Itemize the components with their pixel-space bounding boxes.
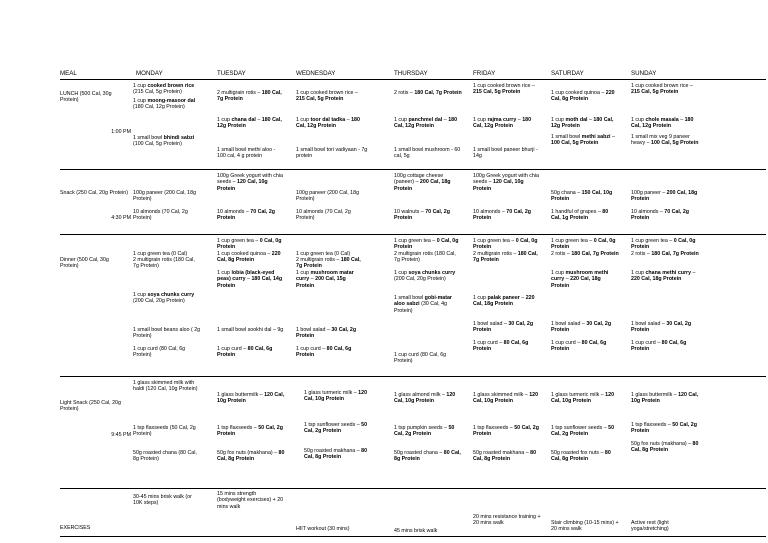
snack-tue-item: 100g Greek yogurt with chia seeds – 120 Cal, 10g Protein bbox=[217, 173, 283, 192]
dinner-wed-item: 1 cup green tea (0 Cal) bbox=[296, 251, 351, 257]
day-header-sunday: SUNDAY bbox=[631, 70, 657, 77]
snack-wed-item: 10 almonds (70 Cal, 2g Protein) bbox=[296, 209, 351, 222]
lunch-mon-item: 1 cup moong-masoor dal (180 Cal, 12g Protein) bbox=[133, 98, 196, 111]
light-snack-sat-item: 1 tsp sunflower seeds – 50 Cal, 2g Protein bbox=[551, 425, 615, 438]
snack-wed-item: 100g paneer (200 Cal, 18g Protein) bbox=[296, 190, 360, 203]
dinner-thu-item: 1 cup curd (80 Cal, 6g Protein) bbox=[394, 352, 447, 365]
lunch-wed-item: 1 small bowl tori vadiyaan - 7g protein bbox=[296, 147, 368, 160]
dinner-wed-item: 1 cup mushroom matar curry – 200 Cal, 15g Protein bbox=[296, 270, 354, 289]
lunch-tue-item: 2 multigrain rotis – 180 Cal, 7g Protein bbox=[217, 90, 282, 103]
exercise-mon: 30-45 mins brisk walk (or 10K steps) bbox=[133, 494, 192, 507]
light-snack-fri-item: 50g roasted makhana – 80 Cal, 8g Protein bbox=[473, 450, 537, 463]
lunch-wed-item: 1 cup cooked brown rice – 215 Cal, 5g Protein bbox=[296, 90, 358, 103]
dinner-mon-item: 1 small bowl beans aloo ( 2g Protein) bbox=[133, 327, 201, 340]
dinner-sun-item: 1 cup green tea – 0 Cal, 0g Protein bbox=[631, 238, 696, 251]
light-snack-thu-item: 1 tsp pumpkin seeds – 50 Cal, 2g Protein bbox=[394, 425, 455, 438]
light-snack-label: Light Snack (250 Cal, 20g Protein) bbox=[60, 400, 121, 413]
lunch-tue-item: 1 cup chana dal – 180 Cal, 12g Protein bbox=[217, 117, 282, 130]
light-snack-mon-item: 50g roasted chana (80 Cal, 8g Protein) bbox=[133, 450, 197, 463]
lunch-sat-item: 1 cup moth dal – 180 Cal, 12g Protein bbox=[551, 117, 614, 130]
dinner-wed-item: 1 cup curd – 80 Cal, 6g Protein bbox=[296, 346, 352, 359]
lunch-thu-item: 1 small bowl mushroom - 60 cal, 5g bbox=[394, 147, 461, 160]
meal-plan-table bbox=[60, 70, 766, 538]
dinner-mon-item: 1 cup curd (80 Cal, 6g Protein) bbox=[133, 346, 186, 359]
lunch-thu-item: 2 rotis – 180 Cal, 7g Protein bbox=[394, 90, 462, 96]
light-snack-time: 9:45 PM bbox=[111, 432, 131, 438]
dinner-sun-item: 1 cup curd – 80 Cal, 6g Protein bbox=[631, 340, 687, 353]
dinner-sat-item: 2 rotis – 180 Cal, 7g Protein bbox=[551, 251, 619, 257]
meal-column-header: MEAL bbox=[60, 70, 77, 77]
snack-sun-item: 10 almonds – 70 Cal, 2g Protein bbox=[631, 209, 690, 222]
snack-divider bbox=[60, 234, 766, 235]
dinner-sun-item: 2 rotis – 180 Cal, 7g Protein bbox=[631, 251, 699, 257]
lunch-sun-item: 1 small mix veg 9 paneer heavy – 100 Cal, 5g Protein bbox=[631, 134, 699, 147]
lunch-sun-item: 1 cup cooked brown rice – 215 Cal, 5g Protein bbox=[631, 83, 693, 96]
dinner-sat-item: 1 bowl salad – 30 Cal, 2g Protein bbox=[551, 321, 612, 334]
lunch-time: 1:00 PM bbox=[111, 129, 131, 135]
snack-thu-item: 100g cottage cheese (paneer) – 200 Cal, 18g Protein bbox=[394, 173, 451, 192]
lunch-tue-item: 1 small bowl methi aloo - 100 cal, 4 g protein bbox=[217, 147, 276, 160]
exercise-wed: HIIT workout (30 mins) bbox=[296, 526, 350, 532]
snack-mon-item: 100g paneer (200 Cal, 18g Protein) bbox=[133, 190, 197, 203]
day-header-wednesday: WEDNESDAY bbox=[296, 70, 336, 77]
light-snack-sun-item: 1 tsp flaxseeds – 50 Cal, 2g Protein bbox=[631, 422, 697, 435]
dinner-mon-item: 1 cup green tea (0 Cal) bbox=[133, 251, 188, 257]
snack-tue-item: 10 almonds – 70 Cal, 2g Protein bbox=[217, 209, 276, 222]
dinner-thu-item: 1 cup green tea – 0 Cal, 0g Protein bbox=[394, 238, 459, 251]
snack-fri-item: 10 almonds – 70 Cal, 2g Protein bbox=[473, 209, 532, 222]
dinner-fri-item: 1 cup palak paneer – 220 Cal, 18g Protein bbox=[473, 295, 535, 308]
dinner-label: Dinner (500 Cal, 30g Protein) bbox=[60, 257, 109, 270]
lunch-sat-item: 1 small bowl methi sabzi – 100 Cal, 5g Protein bbox=[551, 134, 615, 147]
snack-fri-item: 100g Greek yogurt with chia seeds – 120 Cal, 10g Protein bbox=[473, 173, 539, 192]
light-snack-sun-item: 50g fox nuts (makhana) – 80 Cal, 8g Protein bbox=[631, 441, 699, 454]
exercise-thu: 45 mins brisk walk bbox=[394, 528, 438, 534]
dinner-sat-item: 1 cup green tea – 0 Cal, 0g Protein bbox=[551, 238, 616, 251]
lunch-label: LUNCH (500 Cal, 30g Protein) bbox=[60, 91, 112, 104]
lunch-mon-item: 1 small bowl bhindi sabzi (100 Cal, 5g Protein) bbox=[133, 135, 195, 148]
dinner-fri-item: 1 cup curd – 80 Cal, 6g Protein bbox=[473, 340, 529, 353]
dinner-tue-item: 1 cup cooked quinoa – 220 Cal, 8g Protein bbox=[217, 251, 281, 264]
light-snack-mon-item: 1 tsp flaxseeds (50 Cal, 2g Protein) bbox=[133, 425, 196, 438]
light-snack-wed-item: 1 tsp sunflower seeds – 50 Cal, 2g Protein bbox=[304, 422, 368, 435]
dinner-mon-item: 2 multigrain rotis (180 Cal, 7g Protein) bbox=[133, 257, 195, 270]
exercises-label: EXERCISES bbox=[60, 525, 91, 531]
lunch-mon-item: 1 cup cooked brown rice (215 Cal, 5g Protein) bbox=[133, 83, 195, 96]
day-header-saturday: SATURDAY bbox=[551, 70, 584, 77]
exercise-sat: Stair climbing (10-15 mins) + 20 mins walk bbox=[551, 520, 619, 533]
light-snack-wed-item: 1 glass turmeric milk – 120 Cal, 10g Protein bbox=[304, 390, 368, 403]
dinner-thu-item: 2 multigrain rotis (180 Cal, 7g Protein) bbox=[394, 251, 456, 264]
dinner-thu-item: 1 small bowl gobi-matar aloo sabzi (30 Cal, 4g Protein) bbox=[394, 295, 452, 314]
snack-sat-item: 1 handful of grapes – 80 Cal, 1g Protein bbox=[551, 209, 609, 222]
light-snack-thu-item: 1 glass almond milk – 120 Cal, 10g Protein bbox=[394, 392, 456, 405]
light-snack-fri-item: 1 glass skimmed milk – 120 Cal, 10g Protein bbox=[473, 392, 539, 405]
light-snack-sat-item: 50g roasted fox nuts – 80 Cal, 8g Protein bbox=[551, 450, 611, 463]
lunch-sun-item: 1 cup chole masala – 180 Cal, 12g Protein bbox=[631, 117, 694, 130]
lunch-fri-item: 1 cup rajma curry – 180 Cal, 12g Protein bbox=[473, 117, 532, 130]
dinner-sat-item: 1 cup mushroom methi curry – 220 Cal, 18g Protein bbox=[551, 270, 609, 289]
light-snack-divider bbox=[60, 488, 766, 489]
snack-label: Snack (250 Cal, 20g Protein) bbox=[60, 190, 129, 196]
snack-sun-item: 100g paneer – 200 Cal, 18g Protein bbox=[631, 190, 698, 203]
table-bottom-rule bbox=[60, 536, 766, 537]
light-snack-tue-item: 1 tsp flaxseeds – 50 Cal, 2g Protein bbox=[217, 425, 283, 438]
day-header-friday: FRIDAY bbox=[473, 70, 496, 77]
lunch-sat-item: 1 cup cooked quinoa – 220 Cal, 8g Protein bbox=[551, 90, 615, 103]
snack-mon-item: 10 almonds (70 Cal, 2g Protein) bbox=[133, 209, 188, 222]
dinner-divider bbox=[60, 376, 766, 377]
lunch-thu-item: 1 cup panchmel dal – 180 Cal, 12g Protein bbox=[394, 117, 458, 130]
lunch-wed-item: 1 cup toor dal tadka – 180 Cal, 12g Protein bbox=[296, 117, 360, 130]
light-snack-mon-item: 1 glass skimmed milk with haldi (120 Cal, 10g Protein) bbox=[133, 380, 198, 393]
dinner-wed-item: 1 bowl salad – 30 Cal, 2g Protein bbox=[296, 327, 357, 340]
dinner-fri-item: 1 cup green tea – 0 Cal, 0g Protein bbox=[473, 238, 538, 251]
light-snack-thu-item: 50g roasted chana – 80 Cal, 8g Protein bbox=[394, 450, 461, 463]
dinner-mon-item: 1 cup soya chunks curry (200 Cal, 20g Protein) bbox=[133, 292, 195, 305]
dinner-tue-item: 1 small bowl sookhi dal – 9g bbox=[217, 327, 284, 333]
snack-sat-item: 50g chana – 150 Cal, 10g Protein bbox=[551, 190, 613, 203]
dinner-fri-item: 1 bowl salad – 30 Cal, 2g Protein bbox=[473, 321, 534, 334]
day-header-monday: MONDAY bbox=[136, 70, 163, 77]
dinner-wed-item: 2 multigrain rotis – 180 Cal, 7g Protein bbox=[296, 257, 361, 270]
dinner-sat-item: 1 cup curd – 80 Cal, 6g Protein bbox=[551, 340, 607, 353]
dinner-sun-item: 1 bowl salad – 30 Cal, 2g Protein bbox=[631, 321, 692, 334]
lunch-fri-item: 1 cup cooked brown rice – 215 Cal, 5g Protein bbox=[473, 83, 535, 96]
header-divider bbox=[60, 79, 766, 80]
dinner-tue-item: 1 cup curd – 80 Cal, 6g Protein bbox=[217, 346, 273, 359]
light-snack-fri-item: 1 tsp flaxseeds – 50 Cal, 2g Protein bbox=[473, 425, 539, 438]
snack-thu-item: 10 walnuts – 70 Cal, 2g Protein bbox=[394, 209, 450, 222]
light-snack-sun-item: 1 glass buttermilk – 120 Cal, 10g Protein bbox=[631, 392, 699, 405]
light-snack-wed-item: 50g roasted makhana – 80 Cal, 8g Protein bbox=[304, 448, 368, 461]
day-header-thursday: THURSDAY bbox=[394, 70, 428, 77]
dinner-thu-item: 1 cup soya chunks curry (200 Cal, 20g Protein) bbox=[394, 270, 456, 283]
light-snack-tue-item: 1 glass buttermilk – 120 Cal, 10g Protein bbox=[217, 392, 285, 405]
dinner-sun-item: 1 cup chana methi curry – 220 Cal, 18g Protein bbox=[631, 270, 696, 283]
exercise-tue: 15 mins strength (bodyweight exercises) + 20 mins walk bbox=[217, 491, 284, 510]
day-header-tuesday: TUESDAY bbox=[217, 70, 246, 77]
dinner-fri-item: 2 multigrain rotis – 180 Cal, 7g Protein bbox=[473, 251, 538, 264]
exercise-sun: Active rest (light yoga/stretching) bbox=[631, 520, 669, 533]
snack-time: 4:30 PM bbox=[111, 215, 131, 221]
exercise-fri: 20 mins resistance training + 20 mins walk bbox=[473, 514, 541, 527]
dinner-tue-item: 1 cup green tea – 0 Cal, 0g Protein bbox=[217, 238, 282, 251]
dinner-tue-item: 1 cup lobia (black-eyed peas) curry – 180 Cal, 14g Protein bbox=[217, 270, 283, 289]
light-snack-sat-item: 1 glass turmeric milk – 120 Cal, 10g Protein bbox=[551, 392, 615, 405]
light-snack-tue-item: 50g fox nuts (makhana) – 80 Cal, 8g Protein bbox=[217, 450, 285, 463]
lunch-divider bbox=[60, 169, 766, 170]
lunch-fri-item: 1 small bowl paneer bhurji - 14g bbox=[473, 147, 538, 160]
